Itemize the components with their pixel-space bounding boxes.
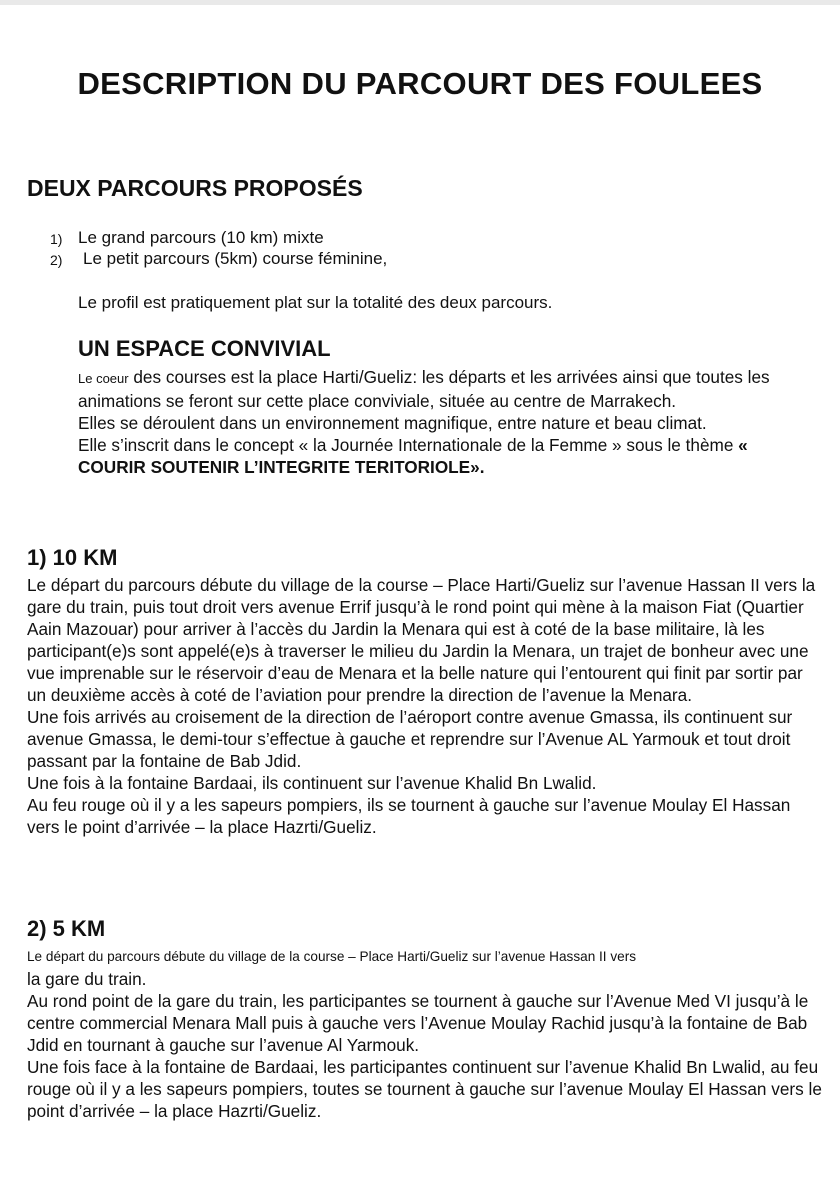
list-item-text: Le grand parcours (10 km) mixte xyxy=(78,228,324,247)
theme-bold-text: « COURIR SOUTENIR L’INTEGRITE TERITORIOLE». xyxy=(78,435,748,477)
profil-paragraph: Le profil est pratiquement plat sur la totalité des deux parcours. xyxy=(78,293,553,312)
paragraph: la gare du train. xyxy=(27,969,147,989)
route-5km-body xyxy=(27,946,822,1122)
route-10km-body xyxy=(27,574,822,838)
paragraph: Elles se déroulent dans un environnement magnifique, entre nature et beau climat. xyxy=(78,413,707,433)
section-heading-parcours: DEUX PARCOURS PROPOSÉS xyxy=(27,175,363,201)
paragraph: Le départ du parcours débute du village de la course – Place Harti/Gueliz sur l’avenue Hassan II vers xyxy=(27,949,637,964)
paragraph-text: des courses est la place Harti/Gueliz: les départs et les arrivées ainsi que toutes les animations se feront sur cette place conviviale, située au centre de Marrakech. xyxy=(78,367,770,411)
document-title: DESCRIPTION DU PARCOURT DES FOULEES xyxy=(77,66,763,101)
section-heading-10km: 1) 10 KM xyxy=(27,545,118,570)
espace-body xyxy=(78,366,798,478)
paragraph xyxy=(78,366,798,412)
paragraph: Au feu rouge où il y a les sapeurs pompiers, ils se tournent à gauche sur l’avenue Moulay El Hassan vers le point d’arrivée – la place Hazrti/Gueliz. xyxy=(27,795,791,837)
section-heading-5km: 2) 5 KM xyxy=(27,916,106,941)
paragraph: Le départ du parcours débute du village de la course – Place Harti/Gueliz sur l’avenue Hassan II vers la gare du train, puis tout droit vers avenue Errif jusqu’à le rond point qui mène à la maison Fiat (Quartier Aain Mazouar) pour arriver à l’accès du Jardin la Menara qui est à coté de la base militaire, là les participant(e)s sont appelé(e)s à traverser le milieu du Jardin la Menara, un trajet de bonheur avec une vue imprenable sur le réservoir d’eau de Menara et la belle nature qui l’entourent qui finit par sortir par un deuxième accès à coté de l’aviation pour prendre la direction de l’avenue la Menara. xyxy=(27,575,816,705)
paragraph: Une fois arrivés au croisement de la direction de l’aéroport contre avenue Gmassa, ils continuent sur avenue Gmassa, le demi-tour s’effectue à gauche et reprendre sur l’Avenue AL Yarmouk et tout droit passant par la fontaine de Bab Jdid. xyxy=(27,707,793,771)
paragraph: Une fois à la fontaine Bardaai, ils continuent sur l’avenue Khalid Bn Lwalid. xyxy=(27,773,597,793)
list-item xyxy=(50,228,810,249)
paragraph xyxy=(78,434,798,478)
parcours-list xyxy=(50,228,810,270)
paragraph: Au rond point de la gare du train, les participantes se tournent à gauche sur l’Avenue Med VI jusqu’à le centre commercial Menara Mall puis à gauche vers l’Avenue Moulay Rachid jusqu’à la fontaine de Bab Jdid en tournant à gauche sur l’avenue Al Yarmouk. xyxy=(27,991,809,1055)
paragraph: Une fois face à la fontaine de Bardaai, les participantes continuent sur l’avenue Khalid Bn Lwalid, au feu rouge où il y a les sapeurs pompiers, toutes se tournent à gauche sur l’avenue Moulay El Hassan vers le point d’arrivée – la place Hazrti/Gueliz. xyxy=(27,1057,822,1121)
small-text: Le coeur xyxy=(78,371,129,386)
list-item xyxy=(50,249,810,270)
list-item-text: Le petit parcours (5km) course féminine, xyxy=(83,249,388,268)
list-item-number: 2) xyxy=(50,252,63,268)
list-item-number: 1) xyxy=(50,231,63,247)
paragraph-text: Elle s’inscrit dans le concept « la Journée Internationale de la Femme » sous le thème xyxy=(78,435,739,455)
section-heading-espace: UN ESPACE CONVIVIAL xyxy=(78,336,331,361)
